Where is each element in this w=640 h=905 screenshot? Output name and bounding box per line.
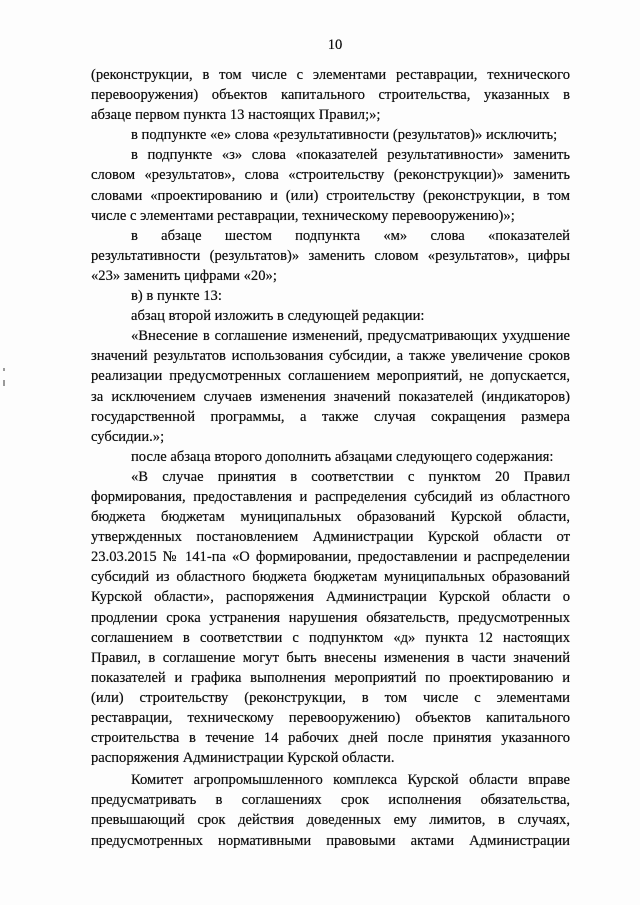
text-line: словами «проектированию и (или) строительству (реконструкции, в том [91, 187, 570, 204]
text-line: в) в пункте 13: [131, 288, 222, 305]
text-line: строительства в течение 14 рабочих дней после принятия указанного [91, 730, 570, 747]
text-line: Комитет агропромышленного комплекса Курской области вправе [131, 772, 570, 789]
text-line: (или) строительству (реконструкции, в том числе с элементами [91, 689, 570, 706]
text-line: субсидии.»; [91, 428, 165, 445]
text-line: значений результатов использования субсидии, а также увеличение сроков [91, 348, 570, 365]
text-line: абзаце первом пункта 13 настоящих Правил;»; [91, 107, 381, 124]
paragraph [91, 306, 570, 326]
scan-artifact [3, 380, 5, 386]
text-line: предусматривать в соглашениях срок исполнения обязательства, [91, 792, 570, 809]
text-line: «23» заменить цифрами «20»; [91, 267, 277, 284]
text-line: (реконструкции, в том числе с элементами реставрации, технического [91, 67, 570, 83]
page-number: 10 [327, 37, 343, 53]
text-line: показателей и графика выполнения мероприятий по проектированию и [91, 669, 570, 686]
text-line: перевооружения) объектов капитального строительства, указанных в [91, 87, 570, 104]
paragraph [91, 326, 570, 447]
text-line: распоряжения Администрации Курской области. [91, 750, 395, 767]
text-line: субсидий из областного бюджета бюджетам муниципальных образований [91, 569, 570, 586]
text-line: утвержденных постановлением Администрации Курской области от [91, 529, 570, 546]
text-line: формирования, предоставления и распределения субсидий из областного [91, 488, 570, 505]
text-line: абзац второй изложить в следующей редакции: [131, 308, 425, 325]
text-line: превышающий срок действия доведенных ему лимитов, в случаях, [91, 812, 570, 829]
paragraph [91, 145, 570, 225]
text-line: в абзаце шестом подпункта «м» слова «показателей [131, 227, 570, 244]
text-line: реализации предусмотренных соглашением мероприятий, не допускается, [91, 368, 570, 385]
scan-artifact [3, 368, 5, 371]
text-line: соглашением в соответствии с подпунктом «д» пункта 12 настоящих [91, 629, 570, 646]
text-line: «В случае принятия в соответствии с пунктом 20 Правил [131, 468, 570, 485]
text-line: словом «результатов», слова «строительству (реконструкции)» заменить [91, 167, 570, 184]
text-line: предусмотренных нормативными правовыми актами Администрации [91, 832, 570, 849]
paragraph [91, 447, 570, 467]
paragraph [91, 65, 570, 125]
text-line: Правил, в соглашение могут быть внесены изменения в части значений [91, 649, 570, 666]
paragraph [91, 770, 570, 850]
text-line: после абзаца второго дополнить абзацами следующего содержания: [131, 448, 554, 465]
text-line: «Внесение в соглашение изменений, предусматривающих ухудшение [131, 328, 570, 345]
document-body [91, 65, 570, 851]
paragraph [91, 286, 570, 306]
paragraph [91, 467, 570, 768]
paragraph [91, 226, 570, 286]
text-line: результативности (результатов)» заменить словом «результатов», цифры [91, 247, 570, 264]
text-line: Курской области», распоряжения Администрации Курской области о [91, 589, 570, 606]
text-line: в подпункте «е» слова «результативности (результатов)» исключить; [131, 127, 558, 144]
paragraph [91, 125, 570, 145]
text-line: бюджета бюджетам муниципальных образований Курской области, [91, 509, 570, 526]
text-line: государственной программы, а также случая сокращения размера [91, 408, 570, 425]
text-line: продлении срока устранения нарушения обязательств, предусмотренных [91, 609, 570, 626]
text-line: за исключением случаев изменения значений показателей (индикаторов) [91, 388, 570, 405]
text-line: числе с элементами реставрации, техническому перевооружению)»; [91, 207, 515, 224]
text-line: 23.03.2015 № 141-па «О формировании, предоставлении и распределении [91, 549, 570, 566]
text-line: в подпункте «з» слова «показателей результативности» заменить [131, 147, 570, 164]
text-line: реставрации, техническому перевооружению) объектов капитального [91, 710, 570, 726]
